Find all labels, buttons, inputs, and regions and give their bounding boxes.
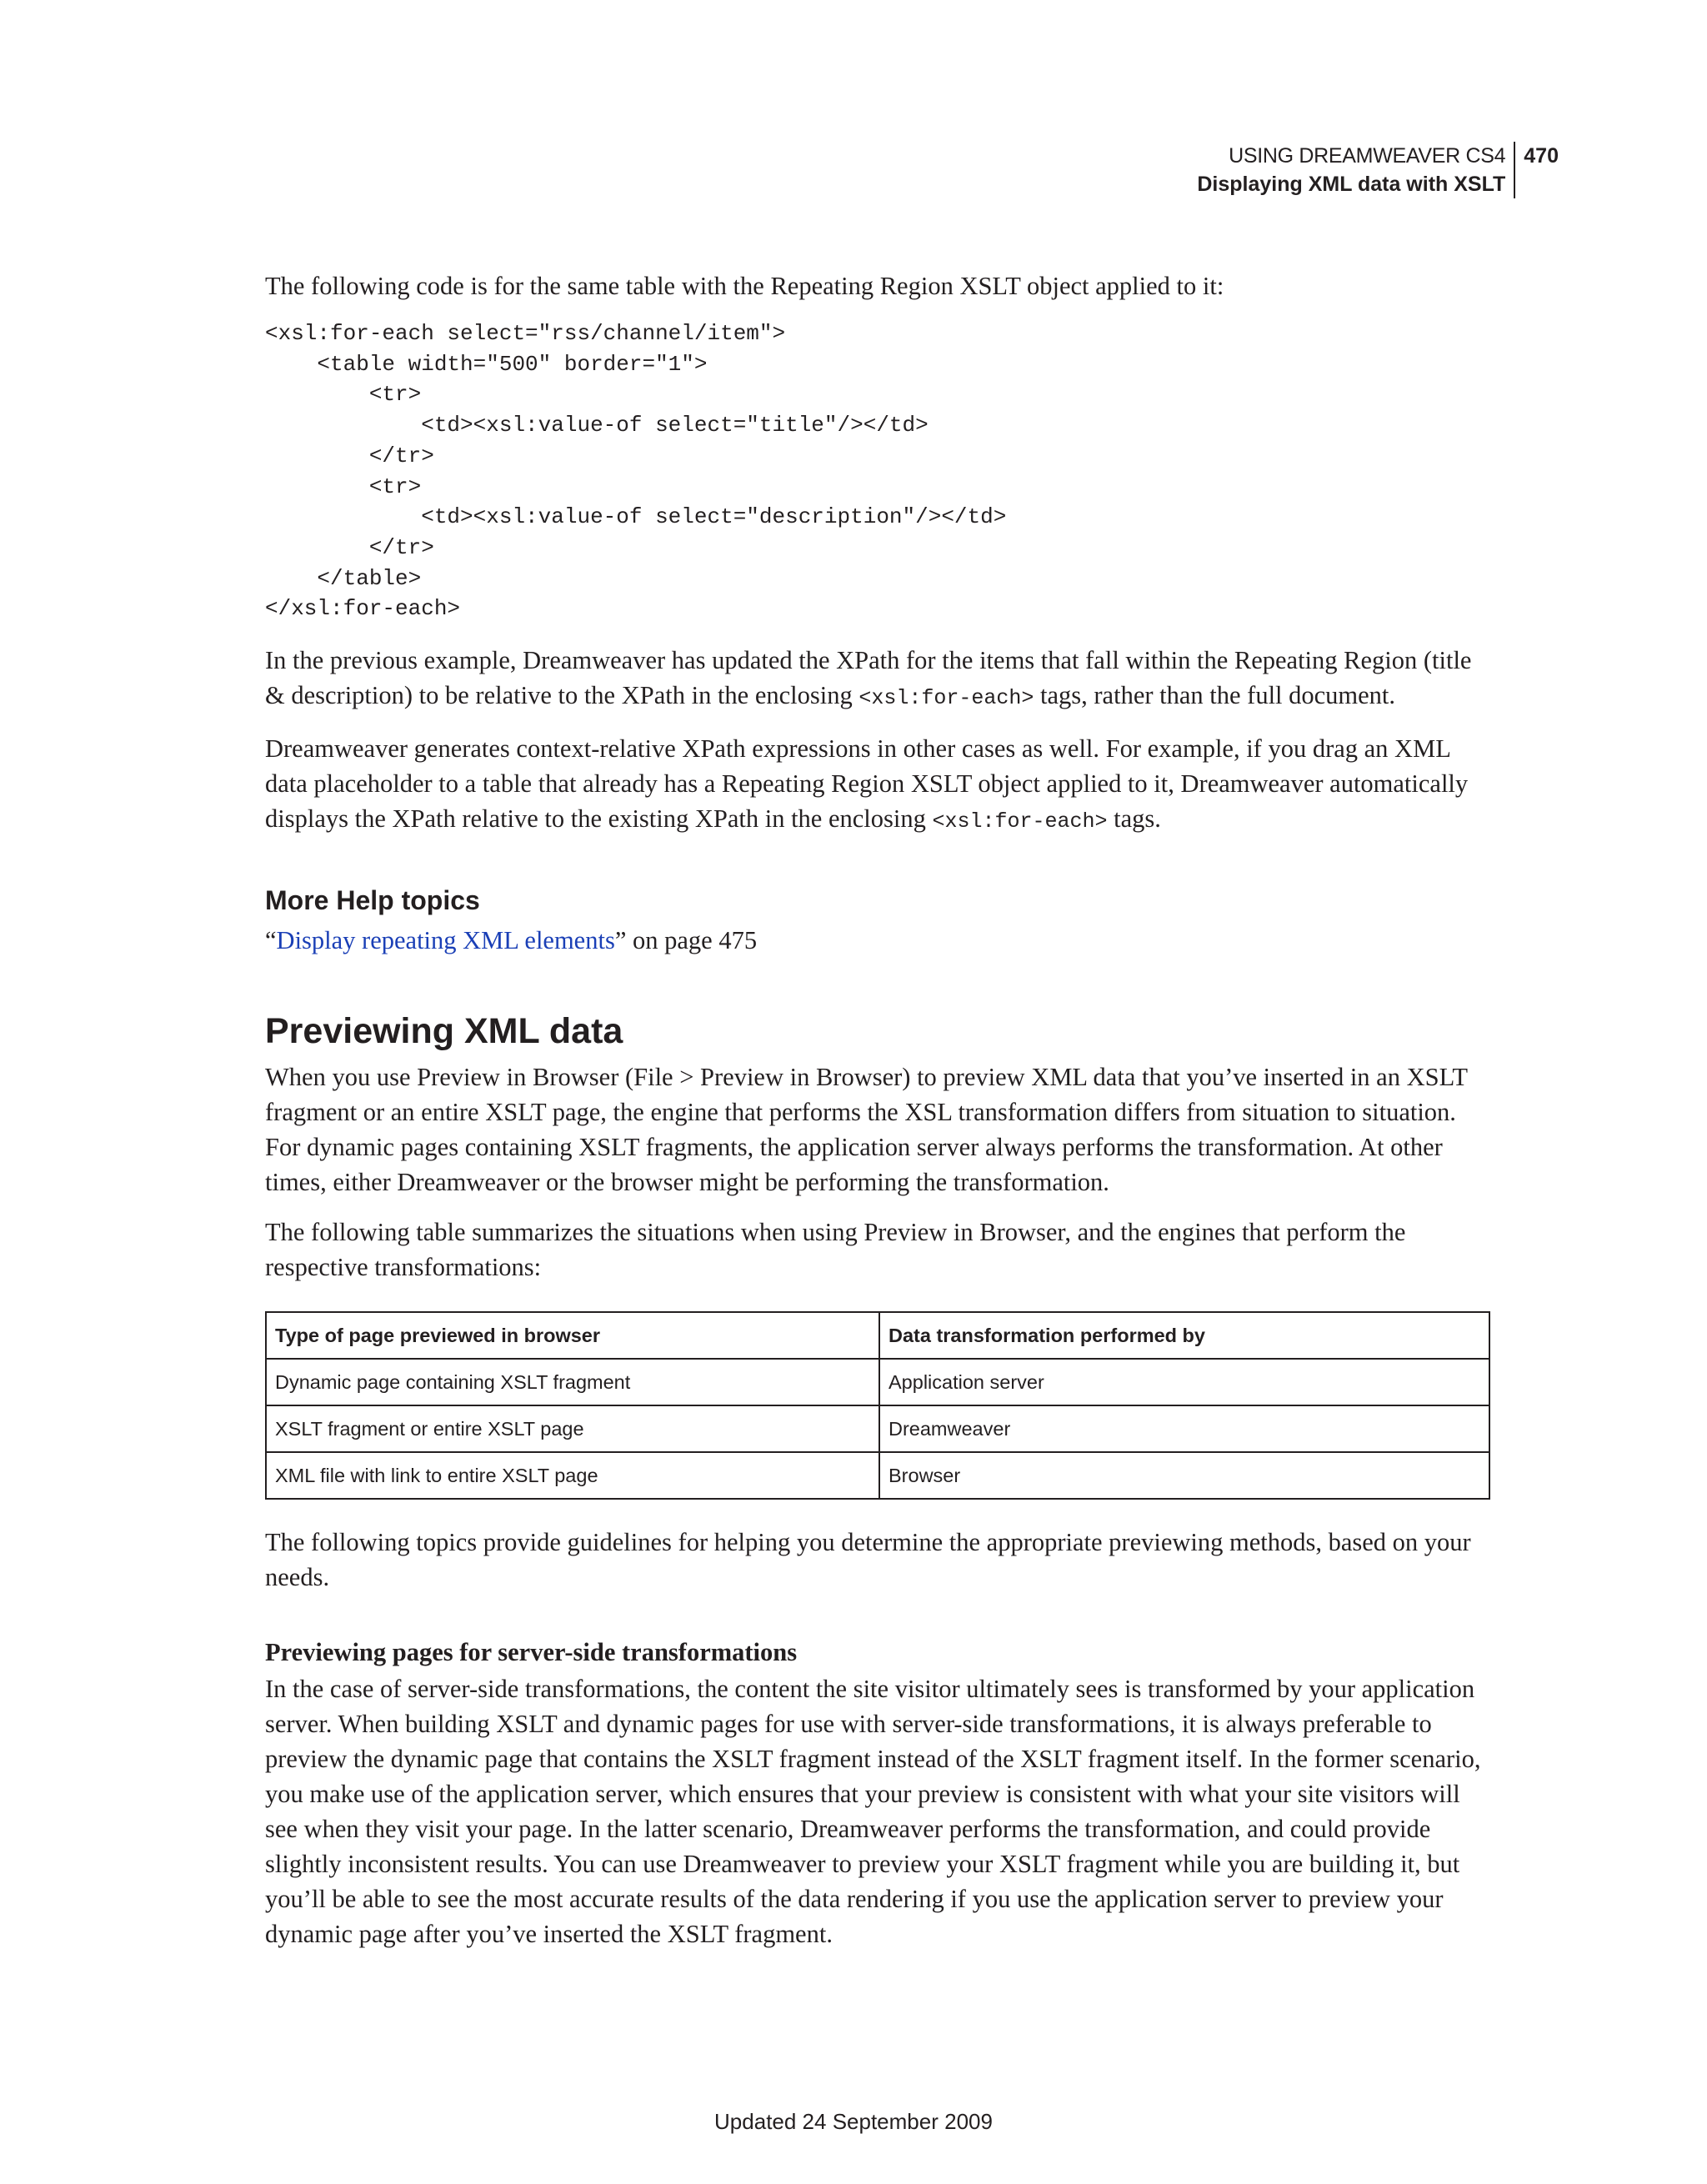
section-heading: Previewing XML data — [265, 1011, 623, 1052]
xref-link[interactable]: Display repeating XML elements — [276, 926, 615, 955]
table-cell: Application server — [879, 1359, 1489, 1405]
more-help-heading: More Help topics — [265, 885, 480, 916]
subsection-heading: Previewing pages for server-side transformations — [265, 1638, 798, 1667]
table-cell: Browser — [879, 1452, 1489, 1499]
code-line: <td><xsl:value-of select="description"/></td> — [265, 504, 1007, 530]
table-intro-paragraph: The following table summarizes the situations when using Preview in Browser, and the engines that perform the respective transformations: — [265, 1218, 1406, 1282]
column-header: Type of page previewed in browser — [266, 1312, 879, 1359]
inline-code: <xsl:for-each> — [859, 686, 1034, 711]
book-title: USING DREAMWEAVER CS4 — [1229, 144, 1506, 168]
inline-code: <xsl:for-each> — [932, 809, 1108, 834]
table-row — [266, 1359, 1489, 1405]
table-header-row — [266, 1312, 1489, 1359]
table-row — [266, 1452, 1489, 1499]
table-cell: XSLT fragment or entire XSLT page — [266, 1405, 879, 1452]
context-paragraph — [265, 731, 1497, 839]
preview-paragraph: When you use Preview in Browser (File > Preview in Browser) to preview XML data that you’ve inserted in an XSLT fragment or an entire XSLT page, the engine that performs the XSL transformation differs from situation to situation. For dynamic pages containing XSLT fragments, the application server always performs the transformation. At other times, either Dreamweaver or the browser might be performing the transformation. — [265, 1063, 1468, 1197]
code-line: </table> — [265, 565, 422, 591]
code-line: <table width="500" border="1"> — [265, 351, 708, 377]
header-text — [1197, 142, 1515, 198]
text: Dreamweaver generates context-relative XPath expressions in other cases as well. For example, if you drag an XML data placeholder to a table that already has a Repeating Region XSLT object applied to it, Dreamweaver automatically displays the XPath relative to the existing XPath in the enclosing — [265, 734, 1469, 834]
summary-table — [265, 1311, 1490, 1500]
page-content — [265, 268, 1497, 1966]
server-side-paragraph: In the case of server-side transformations, the content the site visitor ultimately sees is transformed by your application server. When building XSLT and dynamic pages for use with server-side transformations, it is always preferable to preview the dynamic page that contains the XSLT fragment instead of the XSLT fragment itself. In the former scenario, you make use of the application server, which ensures that your preview is consistent with what your site visitors will see when they visit your page. In the latter scenario, Dreamweaver performs the transformation, and could provide slightly inconsistent results. You can use Dreamweaver to preview your XSLT fragment while you are building it, but you’ll be able to see the most accurate results of the data rendering if you use the application server to preview your dynamic page after you’ve inserted the XSLT fragment. — [265, 1675, 1481, 1949]
table-cell: Dreamweaver — [879, 1405, 1489, 1452]
cross-reference — [265, 923, 1497, 958]
code-line: <tr> — [265, 473, 422, 499]
code-block — [265, 318, 1497, 624]
code-line: </tr> — [265, 443, 434, 468]
code-line: <td><xsl:value-of select="title"/></td> — [265, 413, 929, 438]
table-row — [266, 1405, 1489, 1452]
text: tags. — [1107, 804, 1161, 834]
column-header: Data transformation performed by — [879, 1312, 1489, 1359]
page-number: 470 — [1524, 144, 1559, 168]
text: In the previous example, Dreamweaver has updated the XPath for the items that fall within the Repeating Region (title & description) to be relative to the XPath in the enclosing — [265, 646, 1472, 710]
table-cell: Dynamic page containing XSLT fragment — [266, 1359, 879, 1405]
running-header — [1197, 142, 1559, 198]
text: tags, rather than the full document. — [1034, 681, 1396, 710]
guidelines-paragraph: The following topics provide guidelines for helping you determine the appropriate previewing methods, based on your needs. — [265, 1528, 1471, 1592]
chapter-title: Displaying XML data with XSLT — [1197, 173, 1506, 196]
xref-page: ” on page 475 — [614, 926, 758, 955]
xpath-paragraph — [265, 643, 1497, 716]
footer-updated: Updated 24 September 2009 — [714, 2109, 993, 2134]
code-line: <xsl:for-each select="rss/channel/item"> — [265, 321, 786, 346]
table-cell: XML file with link to entire XSLT page — [266, 1452, 879, 1499]
open-quote: “ — [265, 926, 277, 955]
code-line: <tr> — [265, 382, 422, 408]
code-line: </tr> — [265, 534, 434, 560]
intro-paragraph: The following code is for the same table with the Repeating Region XSLT object applied to it: — [265, 272, 1224, 300]
code-line: </xsl:for-each> — [265, 596, 461, 622]
